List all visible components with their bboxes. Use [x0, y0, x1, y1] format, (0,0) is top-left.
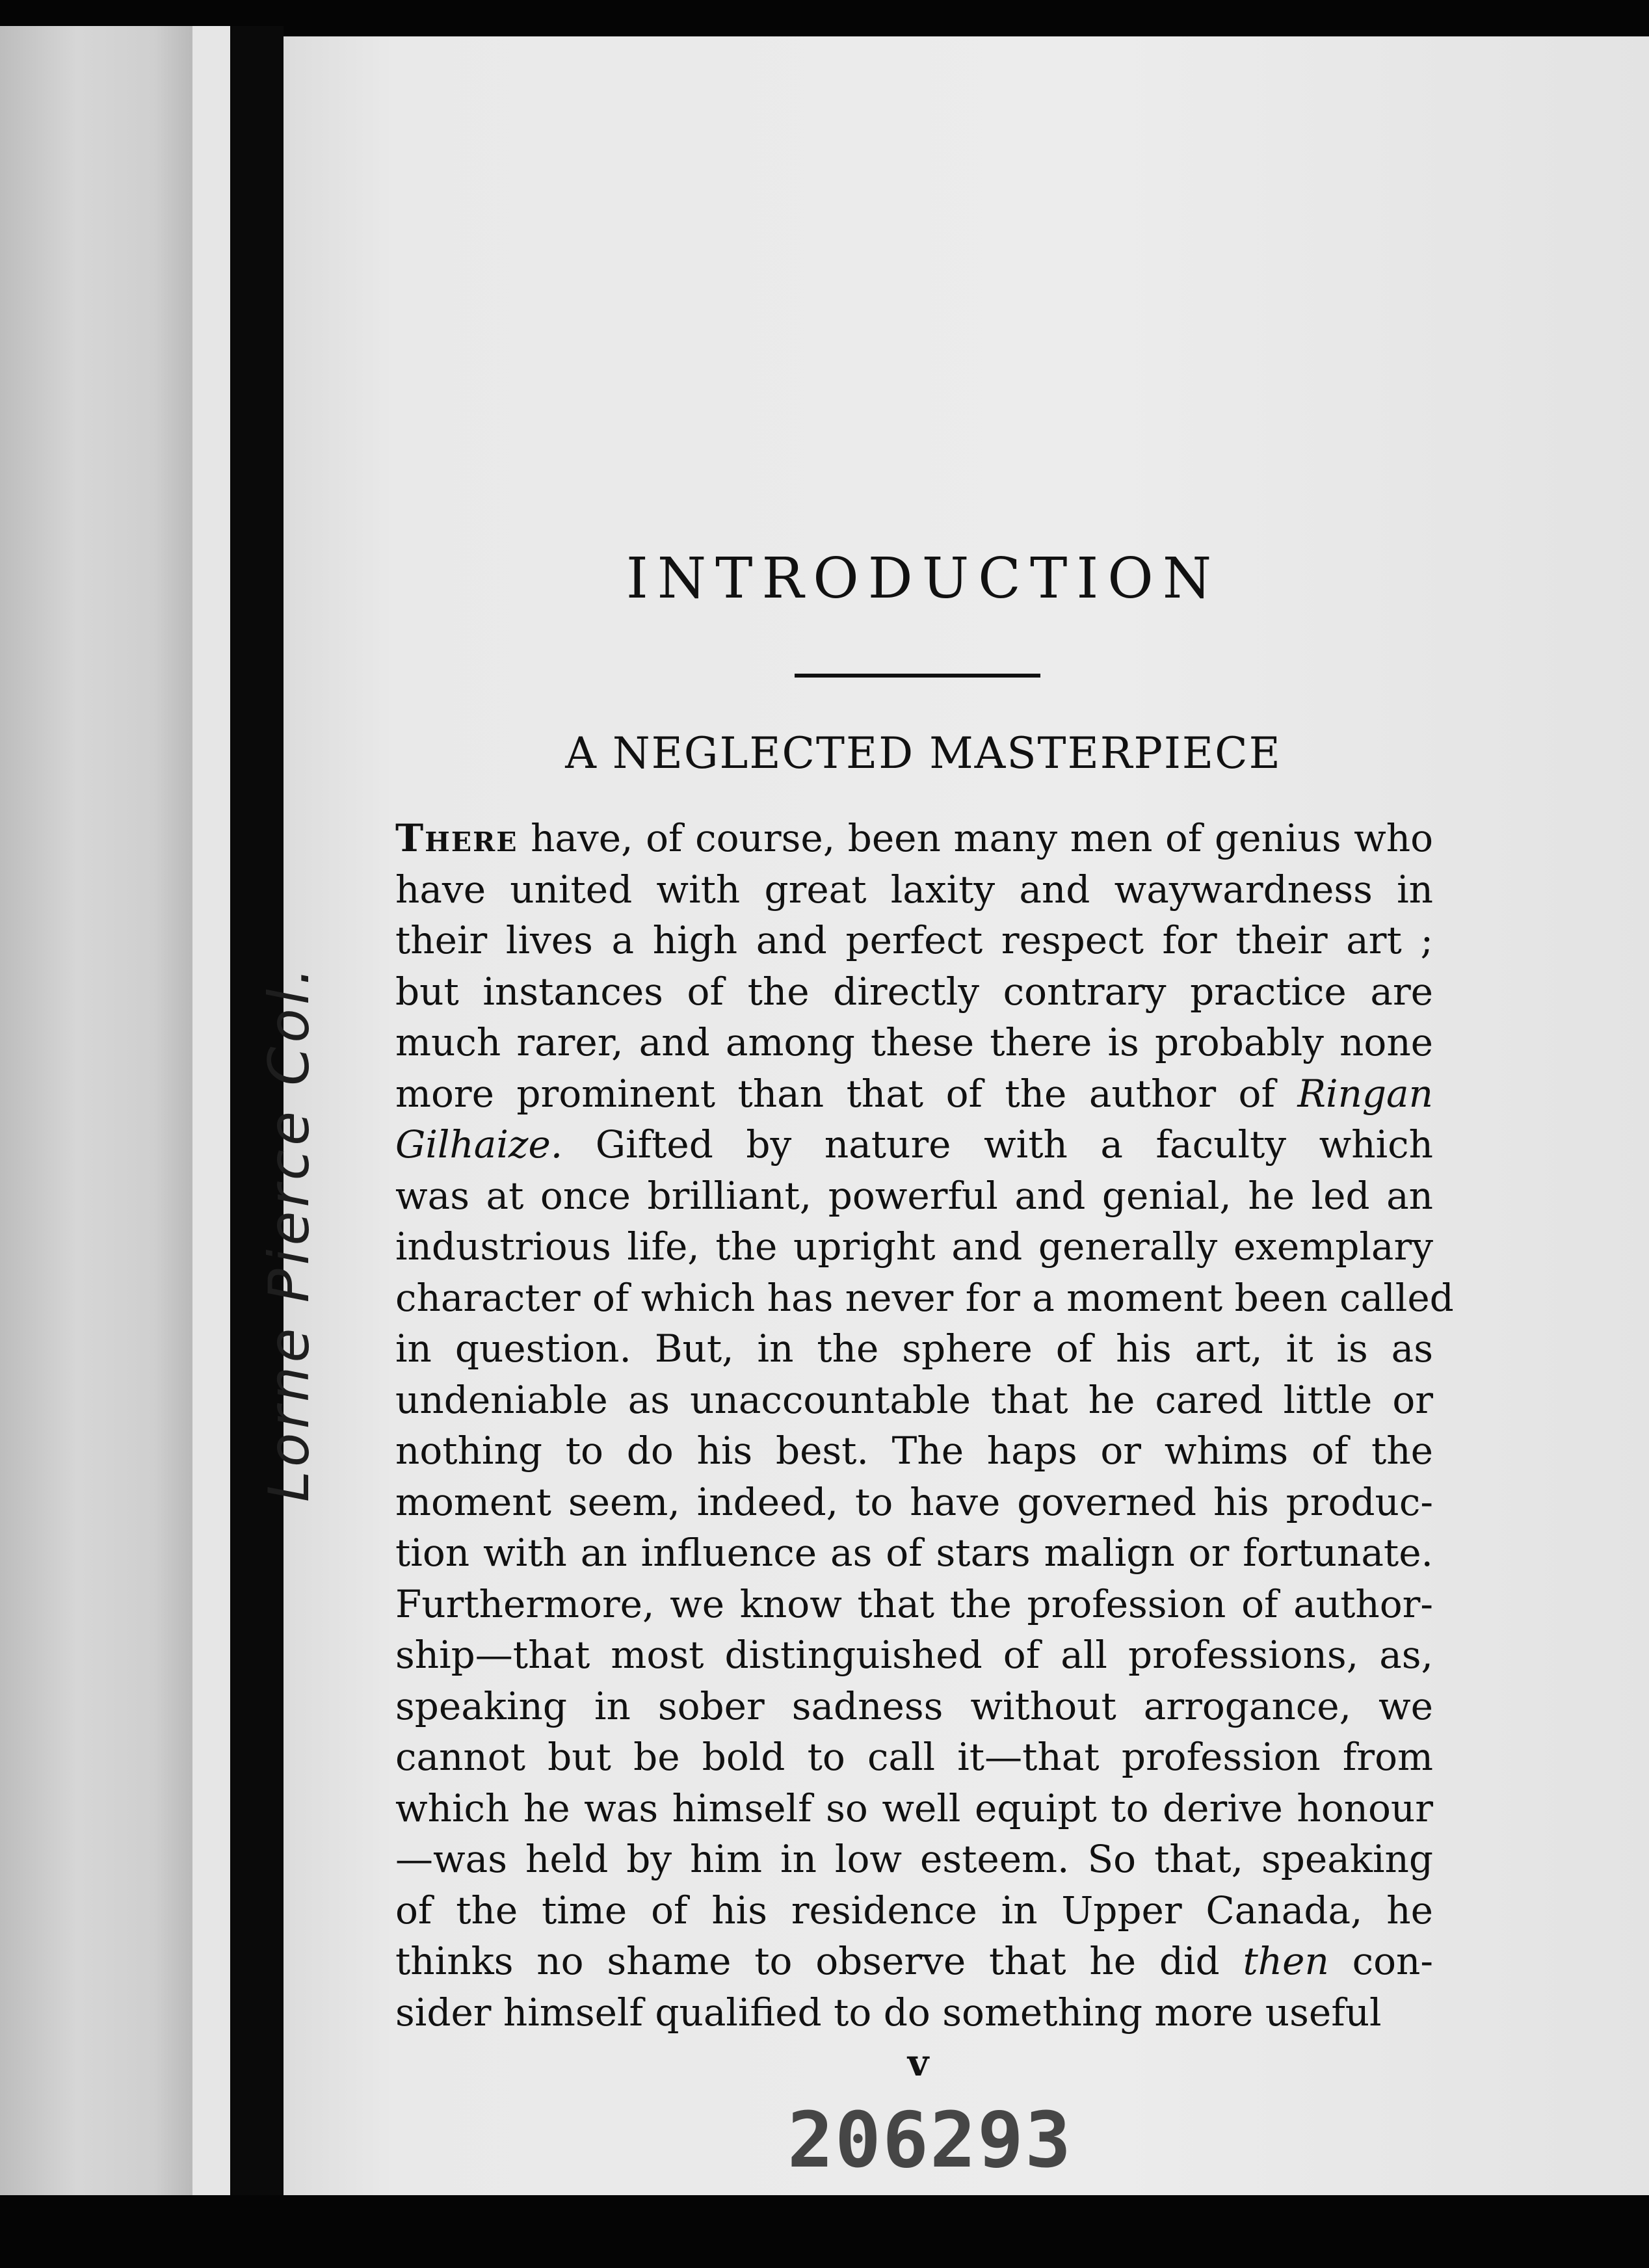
text-line: [395, 1017, 1433, 1068]
text-line: [395, 1987, 1433, 2038]
text-line: [395, 1221, 1433, 1272]
line-text: moment seem, indeed, to have governed his produc-: [395, 1479, 1433, 1524]
text-line: [395, 1527, 1433, 1579]
line-text: more prominent than that of the author of: [395, 1071, 1298, 1116]
page-heading: INTRODUCTION: [626, 546, 1221, 611]
line-text: Gifted by nature with a faculty which: [562, 1122, 1433, 1167]
italic-text: Gilhaize.: [395, 1122, 563, 1167]
text-line: [395, 915, 1433, 966]
library-stamp: 206293: [787, 2095, 1073, 2185]
line-text: con-: [1328, 1939, 1433, 1983]
text-line: [395, 1119, 1433, 1170]
text-line: [395, 864, 1433, 916]
line-text: tion with an influence as of stars malign or fortunate.: [395, 1531, 1433, 1575]
text-line: [395, 813, 1433, 864]
text-line: [395, 1170, 1433, 1222]
text-line: [395, 1272, 1454, 1324]
line-text: character of which has never for a moment been called: [395, 1275, 1454, 1320]
line-text: undeniable as unaccountable that he cared little or: [395, 1377, 1433, 1422]
line-text: speaking in sober sadness without arrogance, we: [395, 1683, 1433, 1728]
line-text: but instances of the directly contrary practice are: [395, 969, 1433, 1014]
text-line: [395, 1936, 1433, 1987]
text-line: [395, 1885, 1433, 1936]
line-text: ship—that most distinguished of all professions, as,: [395, 1633, 1433, 1677]
heading-rule: [795, 674, 1040, 678]
text-line: [395, 966, 1433, 1018]
line-text: Furthermore, we know that the profession of author-: [395, 1581, 1433, 1626]
line-text: industrious life, the upright and generally exemplary: [395, 1224, 1433, 1269]
text-line: [395, 1375, 1433, 1426]
italic-text: Ringan: [1297, 1071, 1433, 1116]
line-text: have united with great laxity and waywardness in: [395, 867, 1433, 912]
text-line: [395, 1579, 1433, 1630]
text-line: [395, 1425, 1433, 1477]
text-line: [395, 1068, 1433, 1120]
gutter-edge: [192, 26, 230, 2198]
text-line: [395, 1834, 1433, 1885]
page-number: v: [907, 2042, 929, 2085]
line-text: have, of course, been many men of genius who: [518, 816, 1433, 860]
pencil-annotation: Lorne Pierce Col.: [257, 963, 322, 1502]
text-line: [395, 1323, 1433, 1375]
line-text: their lives a high and perfect respect for their art ;: [395, 918, 1433, 962]
scan-bottom-border: [0, 2195, 1649, 2268]
line-text: sider himself qualified to do something more useful: [395, 1990, 1382, 2035]
drop-word: There: [395, 816, 518, 860]
line-text: in question. But, in the sphere of his art, it is as: [395, 1326, 1433, 1371]
line-text: was at once brilliant, powerful and genial, he led an: [395, 1173, 1433, 1218]
line-text: —was held by him in low esteem. So that, speaking: [395, 1837, 1433, 1881]
text-line: [395, 1732, 1433, 1783]
italic-text: then: [1243, 1939, 1329, 1983]
line-text: of the time of his residence in Upper Canada, he: [395, 1888, 1433, 1932]
text-line: [395, 1477, 1433, 1528]
line-text: cannot but be bold to call it—that profession from: [395, 1735, 1433, 1779]
line-text: nothing to do his best. The haps or whims of the: [395, 1429, 1433, 1473]
facing-board: [0, 26, 192, 2198]
text-line: [395, 1783, 1433, 1834]
line-text: thinks no shame to observe that he did: [395, 1939, 1243, 1983]
line-text: which he was himself so well equipt to derive honour: [395, 1786, 1433, 1830]
body-paragraph: [395, 813, 1454, 2038]
text-line: [395, 1629, 1433, 1681]
section-title: A NEGLECTED MASTERPIECE: [565, 728, 1282, 778]
line-text: much rarer, and among these there is probably none: [395, 1020, 1433, 1064]
text-line: [395, 1681, 1433, 1732]
